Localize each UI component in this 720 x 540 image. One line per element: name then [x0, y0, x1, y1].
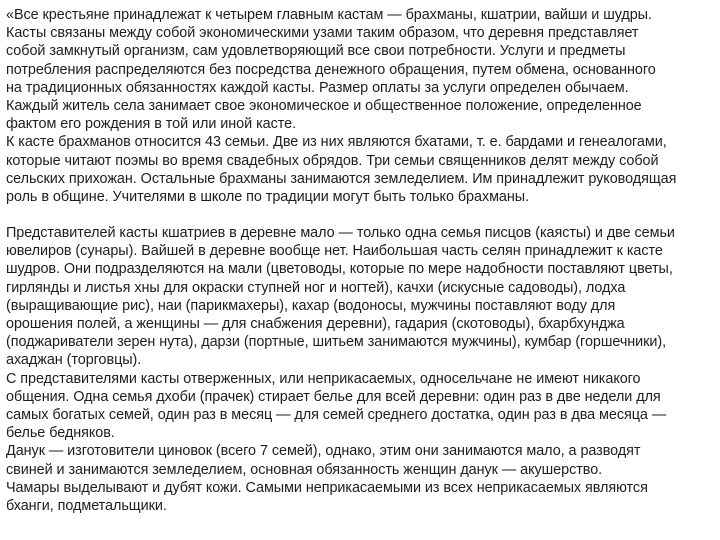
text-line: «Все крестьяне принадлежат к четырем главным кастам — брахманы, кшатрии, вайши и шудры. — [6, 7, 652, 23]
text-line: (поджариватели зерен нута), дарзи (портные, шитьем занимаются мужчины), кумбар (горшечники), — [6, 334, 667, 351]
text-line: С представителями касты отверженных, или неприкасаемых, односельчане не имеют никакого — [6, 370, 641, 387]
text-line: Чамары выделывают и дубят кожи. Самыми неприкасаемыми из всех неприкасаемых являются — [6, 479, 648, 496]
text-line: гирлянды и листья хны для окраски ступней ног и ногтей), качхи (искусные садоводы), лодха — [6, 279, 626, 296]
text-line: белье бедняков. — [6, 425, 115, 442]
text-line: сельских прихожан. Остальные брахманы занимаются земледелием. Им принадлежит руководящая — [6, 170, 677, 187]
text-line: шудров. Они подразделяются на мали (цветоводы, которые по мере надобности поставляют цветы, — [6, 261, 673, 278]
text-line: собой замкнутый организм, сам удовлетворяющий все свои потребности. Услуги и предметы — [6, 43, 626, 60]
text-line: орошения полей, а женщины — для снабжения деревни), гадария (скотоводы), бхарбхунджа — [6, 316, 625, 332]
text-line: свиней и занимаются земледелием, основная обязанность женщин данук — акушерство. — [6, 461, 603, 478]
text-line: общения. Одна семья дхоби (прачек) стирает белье для всей деревни: один раз в две недели для — [6, 388, 661, 405]
text-line: на традиционных обязанностях каждой касты. Размер оплаты за услуги определен обычаем. — [6, 79, 629, 96]
text-line: ахаджан (торговцы). — [6, 352, 142, 369]
text-line: Данук — изготовители циновок (всего 7 семей), однако, этим они занимаются мало, а разводят — [6, 443, 641, 460]
paragraph-brahmins — [6, 6, 714, 206]
text-line: фактом его рождения в той или иной касте. — [6, 116, 297, 133]
text-line: потребления распределяются без посредства денежного обращения, путем обмена, основанного — [6, 61, 656, 78]
text-line: бханги, подметальщики. — [6, 497, 167, 514]
text-line: Представителей касты кшатриев в деревне мало — только одна семья писцов (каясты) и две семьи — [6, 225, 675, 242]
paragraph-gap — [6, 206, 714, 224]
text-line: самых богатых семей, один раз в месяц — для семей среднего достатка, один раз в два месяца — — [6, 406, 667, 423]
text-line: ювелиров (сунары). Вайшей в деревне вообще нет. Наибольшая часть селян принадлежит к касте — [6, 243, 663, 260]
paragraph-other-castes — [6, 224, 714, 515]
text-line: которые читают поэмы во время свадебных обрядов. Три семьи священников делят между собой — [6, 152, 659, 169]
text-line: К касте брахманов относится 43 семьи. Две из них являются бхатами, т. е. бардами и генеалогами, — [6, 134, 667, 151]
text-line: Каждый житель села занимает свое экономическое и общественное положение, определенное — [6, 97, 642, 114]
text-line: роль в общине. Учителями в школе по традиции могут быть только брахманы. — [6, 188, 530, 205]
document-page — [6, 6, 714, 515]
text-line: Касты связаны между собой экономическими узами таким образом, что деревня представляет — [6, 25, 639, 42]
text-line: (выращивающие рис), наи (парикмахеры), кахар (водоносы, мужчины поставляют воду для — [6, 297, 616, 314]
